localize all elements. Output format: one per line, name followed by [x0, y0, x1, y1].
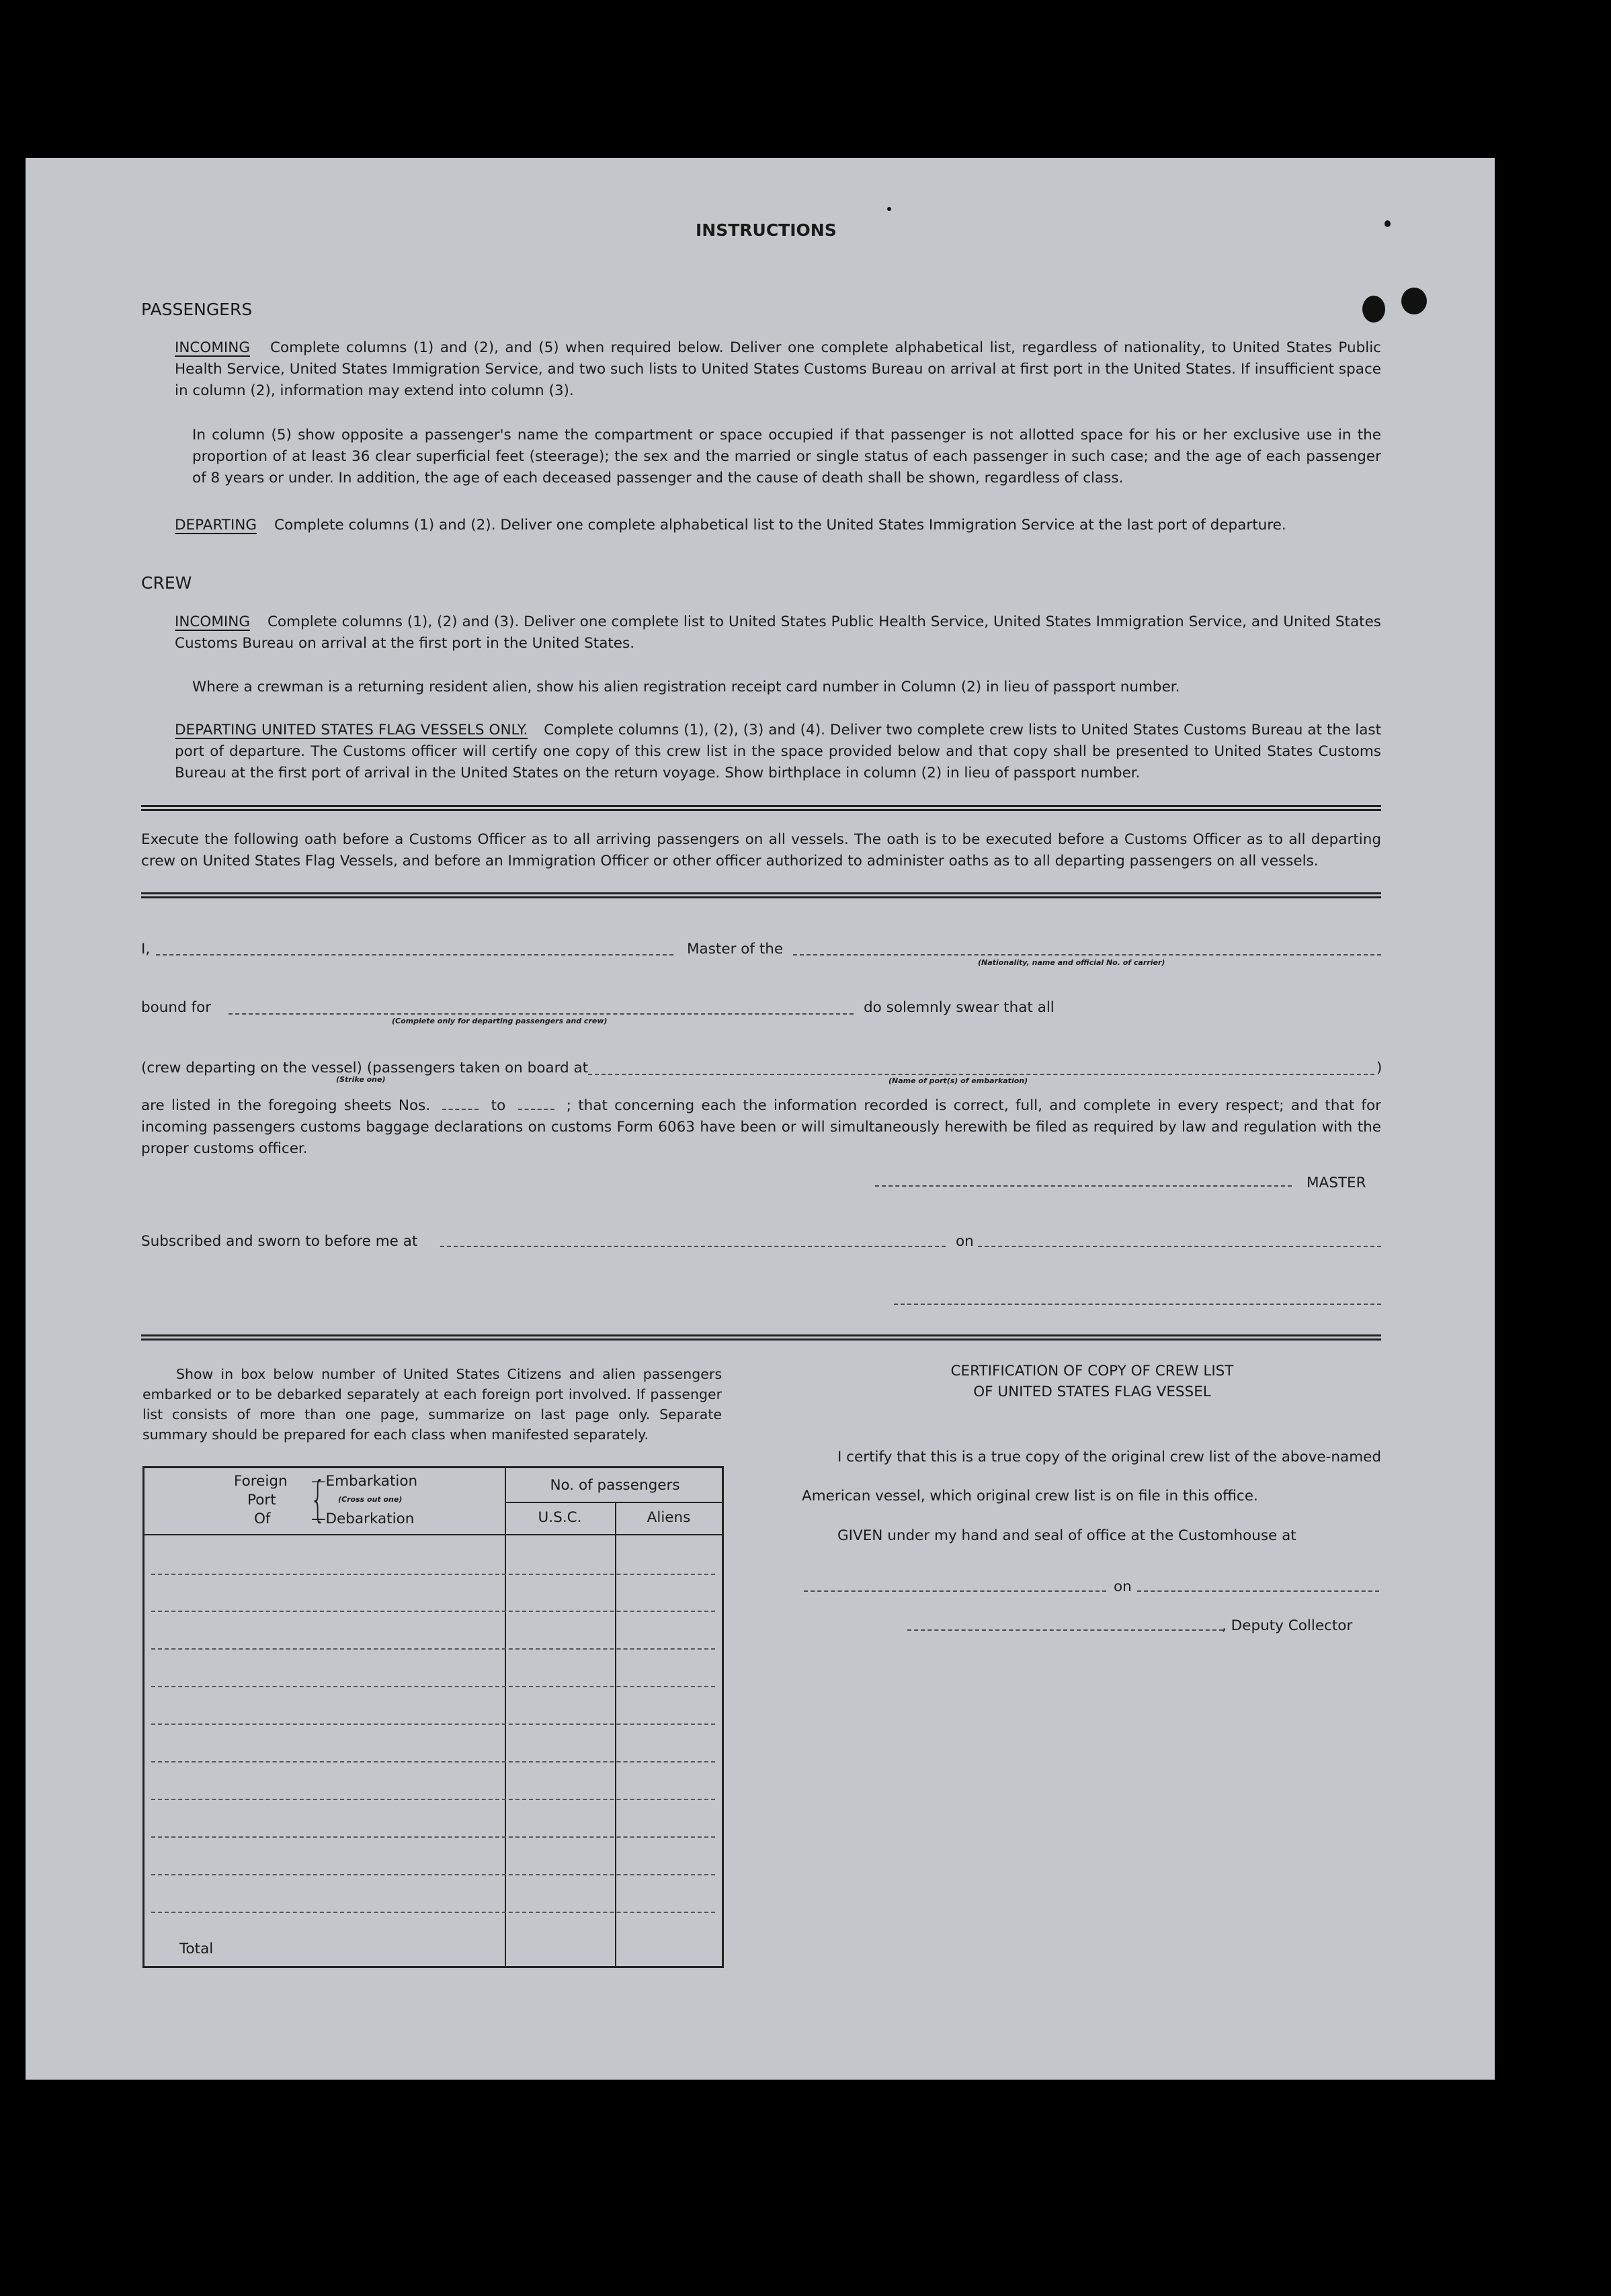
foreign-label: Foreign	[234, 1473, 288, 1490]
sheet-to-field[interactable]	[518, 1109, 554, 1110]
table-row[interactable]	[151, 1836, 715, 1838]
port-note: (Name of port(s) of embarkation)	[889, 1076, 1028, 1085]
table-row[interactable]	[151, 1799, 715, 1800]
master-name-field[interactable]	[156, 954, 673, 955]
customhouse-date-field[interactable]	[1137, 1590, 1379, 1592]
master-signature-field[interactable]	[875, 1185, 1292, 1187]
header-bottom	[144, 1534, 722, 1535]
strike-note: (Strike one)	[336, 1075, 386, 1084]
officer-signature-field[interactable]	[894, 1304, 1381, 1305]
sworn-date-field[interactable]	[978, 1246, 1381, 1247]
port-label: Port	[247, 1492, 276, 1508]
oath-intro: Execute the following oath before a Customs Officer as to all arriving passengers on all vessels. The oath is to be executed before a Customs Officer as to all departing crew on United States Flag Vessels, and before an Immigration Officer or other officer authorized to administer oaths as to all departing passengers on all vessels.	[141, 831, 1381, 869]
certification-on-label: on	[1114, 1578, 1132, 1595]
ink-blot	[1362, 296, 1385, 323]
table-row[interactable]	[151, 1686, 715, 1687]
table-row[interactable]	[151, 1724, 715, 1725]
crew-incoming-paragraph	[175, 611, 1381, 654]
close-paren: )	[1376, 1060, 1382, 1076]
crew-resident-paragraph: Where a crewman is a returning resident alien, show his alien registration receipt card number in Column (2) in lieu of passport number.	[192, 679, 1180, 695]
passengers-incoming-paragraph	[175, 337, 1381, 402]
no-passengers-header: No. of passengers	[550, 1477, 680, 1494]
passengers-incoming-text: Complete columns (1) and (2), and (5) when required below. Deliver one complete alphabetical list, regardless of nationality, to United States Public Health Service, United States Immigration Service, and two such lists to United States Customs Bureau on arrival at first port in the United States. If insufficient space in column (2), information may extend into column (3).	[175, 339, 1381, 399]
summary-intro: Show in box below number of United States Citizens and alien passengers embarked or to be debarked separately at each foreign port involved. If passenger list consists of more than one page, summarize on last page only. Separate summary should be prepared for each class when manifested separately.	[142, 1366, 722, 1443]
ink-speck	[1385, 220, 1391, 227]
ink-blot	[1401, 288, 1427, 314]
double-rule	[141, 892, 1381, 898]
customhouse-place-field[interactable]	[804, 1590, 1106, 1592]
listed-to: to	[491, 1097, 506, 1114]
deputy-signature-field[interactable]	[907, 1629, 1223, 1631]
crew-incoming-label: INCOMING	[175, 613, 250, 630]
listed-text-b: ; that concerning each the information recorded is correct, full, and complete in every respect; and that for incoming passengers customs baggage declarations on customs Form 6063 have been or will simultaneously herewith be filed as required by law and regulation with the proper customs officer.	[141, 1097, 1381, 1157]
crew-departing-paragraph	[175, 720, 1381, 784]
table-row[interactable]	[151, 1611, 715, 1612]
passengers-incoming-label: INCOMING	[175, 339, 250, 356]
cross-out-note: (Cross out one)	[338, 1495, 403, 1504]
table-row[interactable]	[151, 1874, 715, 1875]
double-rule	[141, 805, 1381, 811]
debarkation-label: —Debarkation	[311, 1511, 415, 1527]
master-of-label: Master of the	[687, 941, 784, 958]
ink-speck	[887, 207, 891, 211]
total-label: Total	[179, 1941, 214, 1957]
table-row[interactable]	[151, 1648, 715, 1650]
crew-departing-label: (crew departing on the vessel) (passengers taken on board at	[141, 1060, 589, 1076]
sheet-from-field[interactable]	[442, 1109, 479, 1110]
brace-icon: {	[310, 1471, 326, 1527]
col-divider	[505, 1468, 506, 1966]
table-row[interactable]	[151, 1761, 715, 1762]
sworn-place-field[interactable]	[440, 1246, 946, 1247]
passengers-heading: PASSENGERS	[141, 300, 253, 319]
bound-note: (Complete only for departing passengers and crew)	[392, 1017, 608, 1025]
listed-text-a: are listed in the foregoing sheets Nos.	[141, 1097, 431, 1114]
table-row[interactable]	[151, 1912, 715, 1913]
double-rule	[141, 1334, 1381, 1341]
of-label: Of	[254, 1511, 271, 1527]
passengers-departing-paragraph	[175, 515, 1381, 536]
certification-line-2: American vessel, which original crew list is on file in this office.	[802, 1488, 1258, 1504]
header-divider	[505, 1502, 722, 1503]
bound-for-field[interactable]	[229, 1013, 854, 1015]
carrier-field[interactable]	[793, 954, 1381, 955]
crew-departing-label: DEPARTING UNITED STATES FLAG VESSELS ONLY.	[175, 722, 528, 738]
table-row[interactable]	[151, 1574, 715, 1575]
passenger-summary-table	[142, 1466, 724, 1968]
deputy-collector-label: , Deputy Collector	[1222, 1617, 1353, 1634]
carrier-note: (Nationality, name and official No. of carrier)	[978, 958, 1165, 967]
crew-departing-text: Complete columns (1), (2), (3) and (4). Deliver two complete crew lists to United States Customs Bureau at the last port of departure. The Customs officer will certify one copy of this crew list in the space provided below and that copy shall be presented to United States Customs Bureau at the first port of arrival in the United States on the return voyage. Show birthplace in column (2) in lieu of passport number.	[175, 722, 1381, 781]
on-label: on	[956, 1233, 974, 1250]
bound-for-label: bound for	[141, 999, 212, 1016]
passengers-column5-paragraph: In column (5) show opposite a passenger's name the compartment or space occupied if that passenger is not allotted space for his or her exclusive use in the proportion of at least 36 clear superficial feet (steerage); the sex and the married or single status of each passenger in such case; and the age of each passenger of 8 years or under. In addition, the age of each deceased passenger and the cause of death shall be shown, regardless of class.	[192, 427, 1381, 486]
listed-paragraph	[141, 1095, 1381, 1160]
crew-incoming-text: Complete columns (1), (2) and (3). Deliver one complete list to United States Public Health Service, United States Immigration Service, and United States Customs Bureau on arrival at the first port in the United States.	[175, 613, 1381, 652]
col-divider	[615, 1502, 616, 1966]
certification-line-1: I certify that this is a true copy of the original crew list of the above-named	[837, 1449, 1382, 1465]
master-label: MASTER	[1307, 1175, 1366, 1191]
passengers-departing-text: Complete columns (1) and (2). Deliver one complete alphabetical list to the United States Immigration Service at the last port of departure.	[274, 517, 1286, 534]
aliens-header: Aliens	[647, 1509, 691, 1526]
port-embarkation-field[interactable]	[588, 1074, 1374, 1075]
crew-heading: CREW	[141, 573, 192, 593]
certification-line-3: GIVEN under my hand and seal of office at the Customhouse at	[837, 1527, 1296, 1544]
certification-title-2: OF UNITED STATES FLAG VESSEL	[973, 1384, 1211, 1400]
embarkation-label: —Embarkation	[311, 1473, 418, 1490]
passengers-departing-label: DEPARTING	[175, 517, 257, 534]
subscribed-label: Subscribed and sworn to before me at	[141, 1233, 418, 1250]
certification-title-1: CERTIFICATION OF COPY OF CREW LIST	[950, 1363, 1234, 1379]
usc-header: U.S.C.	[538, 1509, 582, 1526]
page-title: INSTRUCTIONS	[696, 220, 837, 240]
swear-label: do solemnly swear that all	[864, 999, 1055, 1016]
oath-i-label: I,	[141, 941, 151, 958]
